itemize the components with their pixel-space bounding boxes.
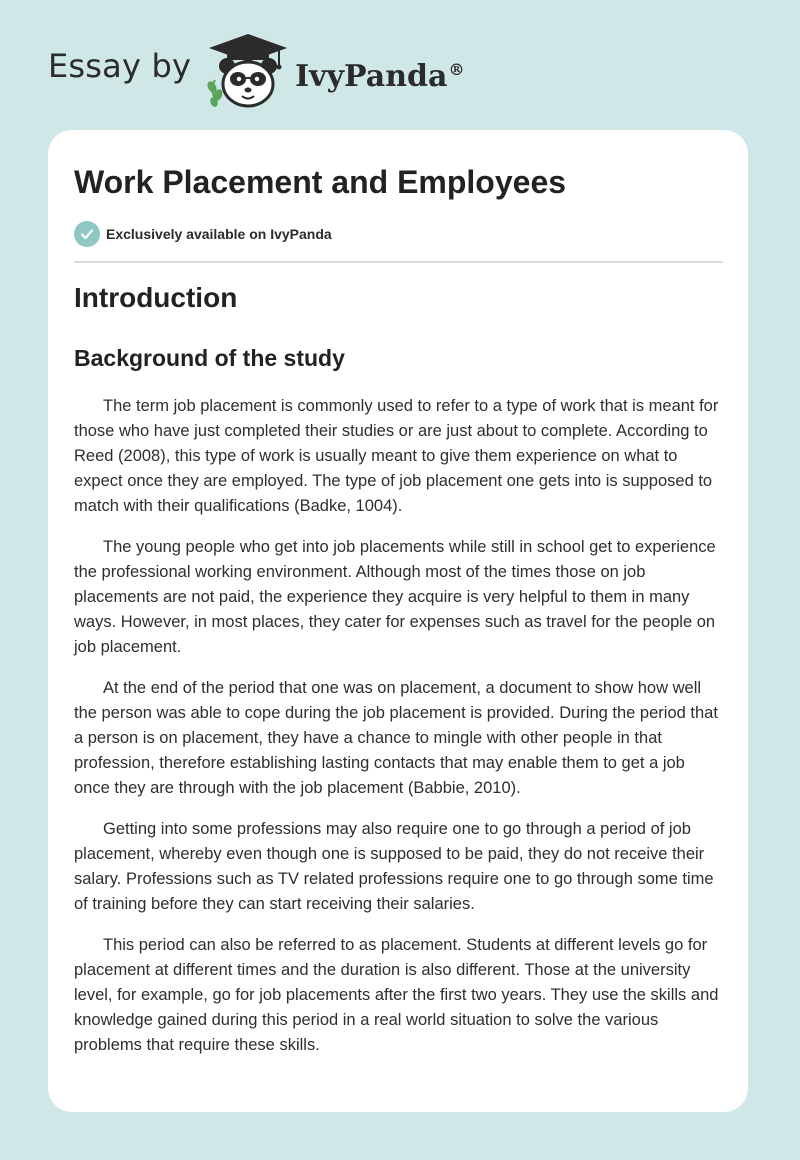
section-heading-introduction: Introduction (74, 282, 238, 313)
check-circle-icon (74, 221, 100, 247)
essay-title: Work Placement and Employees (74, 164, 567, 200)
paragraph: At the end of the period that one was on placement, a document to show how well the person was able to cope during the job placement is provided. During the period that a person is on placement, they have a chance to mingle with other people in that profession, therefore establishing lasting contacts that may enable them to get a job once they are through with the job placement (Babbie, 2010). (74, 679, 718, 797)
site-header (48, 32, 464, 112)
registered-mark: ® (448, 59, 465, 79)
title-divider (74, 261, 723, 263)
exclusive-badge (74, 221, 332, 247)
paragraph: This period can also be referred to as placement. Students at different levels go for placement at different times and the duration is also different. Those at the university level, for example, go for job placements after the first two years. They use the skills and knowledge gained during this period in a real world situation to solve the various problems that require these skills. (74, 936, 719, 1054)
ivypanda-brand-name[interactable]: IvyPanda® (295, 58, 465, 94)
essay-card (48, 130, 748, 1112)
paragraph: Getting into some professions may also require one to go through a period of job placement, whereby even though one is supposed to be paid, they do not receive their salary. Professions such as TV related professions require one to go through some time of training before they can start receiving their salaries. (74, 820, 714, 913)
subsection-heading-background: Background of the study (74, 345, 345, 371)
paragraph: The term job placement is commonly used to refer to a type of work that is meant for those who have just completed their studies or are just about to complete. According to Reed (2008), this type of work is usually meant to give them experience on what to expect once they are employed. The type of job placement one gets into is supposed to match with their qualifications (Badke, 1004). (74, 397, 719, 515)
exclusive-label: Exclusively available on IvyPanda (106, 226, 332, 242)
panda-graduate-icon[interactable] (205, 32, 291, 112)
essay-body (74, 394, 723, 1074)
paragraph: The young people who get into job placements while still in school get to experience the professional working environment. Although most of the times those on job placements are not paid, the experience they acquire is very helpful to them in many ways. However, in most places, they cater for expenses such as travel for the people on job placement. (74, 538, 716, 656)
essay-by-label: Essay by (48, 47, 192, 85)
